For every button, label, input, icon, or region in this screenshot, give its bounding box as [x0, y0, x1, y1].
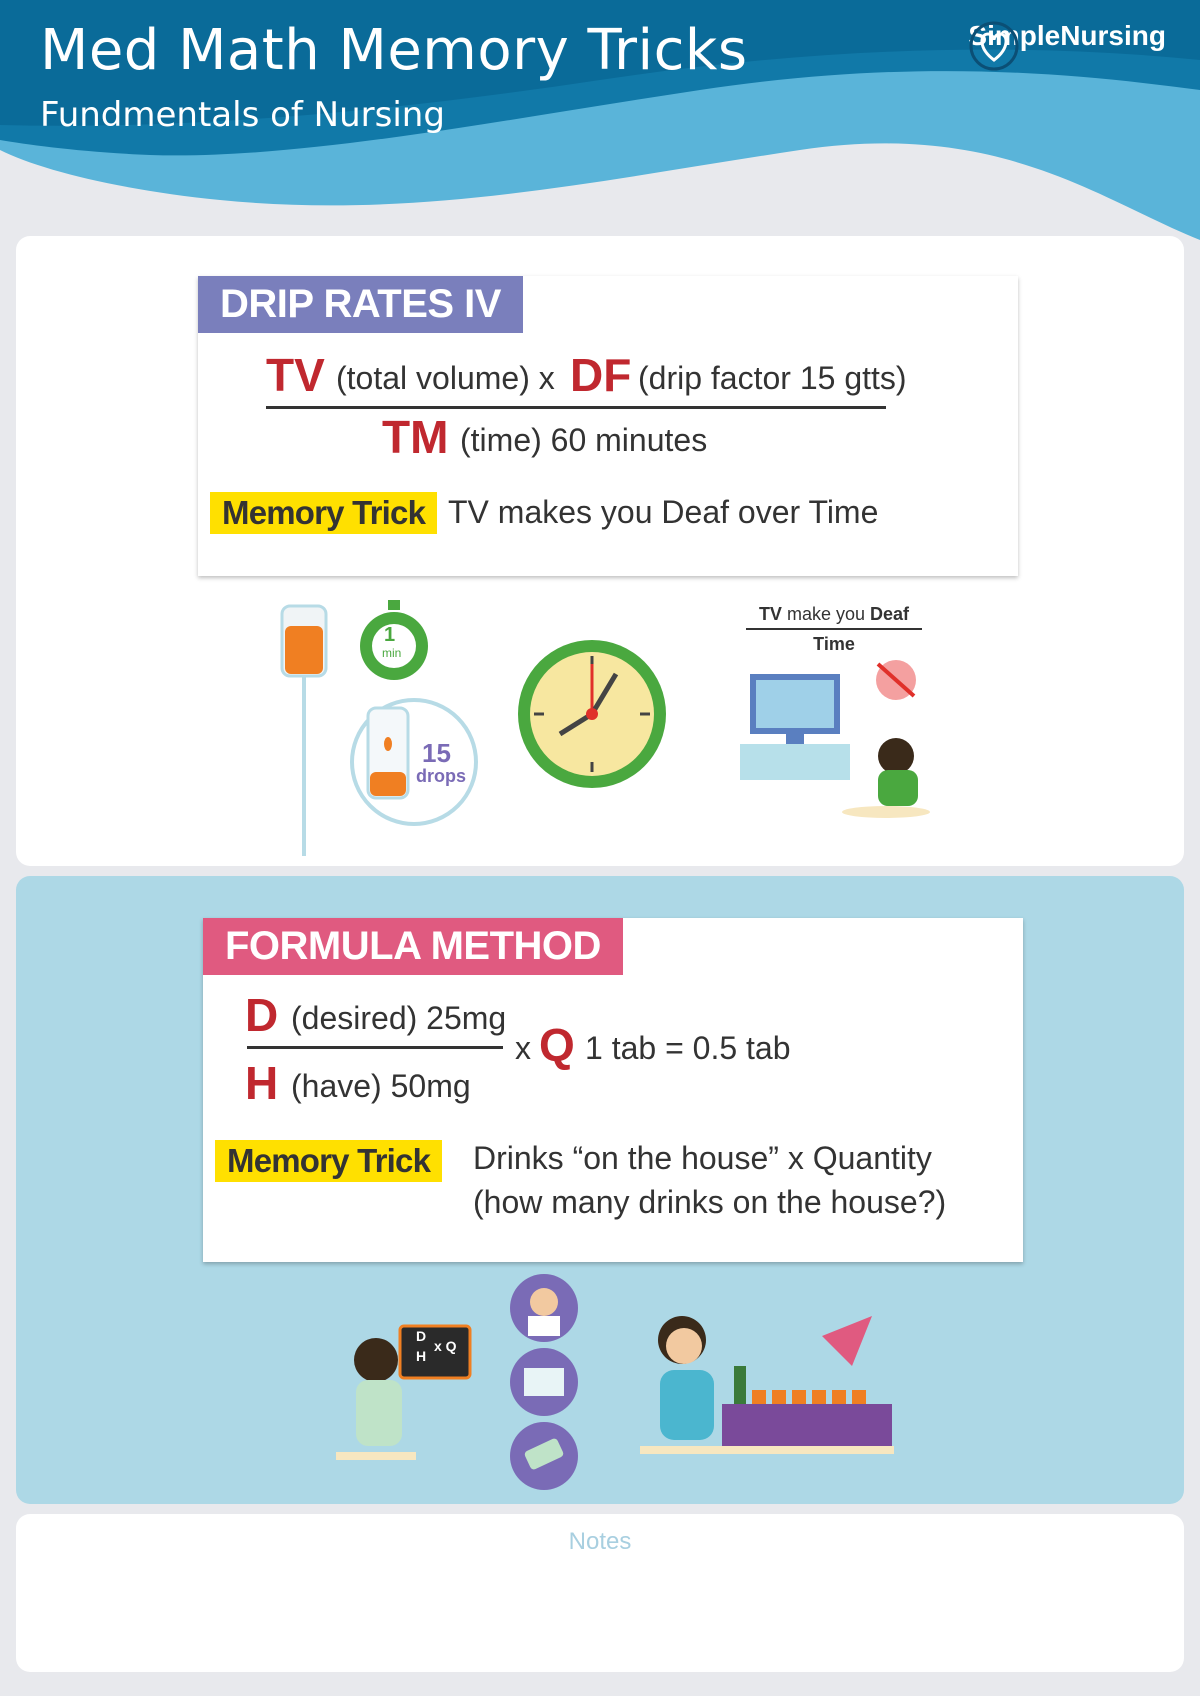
d-text: (desired) 25mg: [291, 1000, 507, 1036]
tv-caption-deaf: Deaf: [870, 604, 910, 624]
formula-method-panel: [16, 876, 1184, 1504]
tm-text: (time) 60 minutes: [460, 422, 708, 458]
formula-method-tag: FORMULA METHOD: [203, 918, 623, 975]
fraction-line: [266, 406, 886, 409]
df-symbol: DF: [570, 349, 632, 401]
brand-name: SimpleNursing: [968, 20, 1166, 51]
drops-number: 15: [422, 738, 451, 768]
tv-caption-line: [746, 628, 922, 630]
timer-number: 1: [384, 624, 396, 646]
drip-rates-panel: [16, 236, 1184, 866]
notes-panel[interactable]: [16, 1514, 1184, 1672]
tv-symbol: TV: [266, 349, 325, 401]
notes-label: Notes: [568, 1528, 632, 1555]
clock-illustration: [512, 634, 672, 794]
tv-caption-time: Time: [813, 634, 855, 654]
page-title: Med Math Memory Tricks: [40, 18, 748, 83]
tv-caption-make: make you: [786, 604, 866, 624]
board-xq: x Q: [434, 1338, 457, 1354]
teacher-illustration: [336, 1316, 516, 1466]
timer-unit: min: [382, 646, 402, 660]
doctor-pharmacy-pills-icon: [506, 1272, 582, 1492]
q-symbol: Q: [539, 1019, 575, 1071]
tv-text: (total volume) x: [336, 360, 555, 396]
df-text: (drip factor 15 gtts): [638, 360, 907, 396]
drip-rates-card: [198, 276, 1018, 576]
clock-icon: [512, 634, 672, 794]
page-subtitle: Fundmentals of Nursing: [40, 95, 445, 135]
stethoscope-heart-icon: [968, 20, 1020, 72]
formula-method-card: [203, 918, 1023, 1262]
bar-party-illustration: [622, 1286, 902, 1456]
formula-trick-line-1: Drinks “on the house” x Quantity: [473, 1140, 932, 1176]
drip-rates-tag: DRIP RATES IV: [198, 276, 523, 333]
medication-circles: [506, 1272, 582, 1492]
brand-logo: [968, 20, 1166, 52]
tm-symbol: TM: [382, 411, 449, 463]
tv-child-icon: [736, 660, 936, 820]
memory-trick-text: TV makes you Deaf over Time: [448, 494, 879, 530]
board-d: D: [416, 1328, 427, 1344]
q-text: 1 tab = 0.5 tab: [585, 1030, 791, 1066]
h-text: (have) 50mg: [291, 1068, 471, 1104]
formula-fraction-line: [247, 1046, 503, 1049]
memory-trick-label: Memory Trick: [210, 492, 437, 534]
d-symbol: D: [245, 989, 279, 1041]
formula-trick-line-2: (how many drinks on the house?): [473, 1184, 947, 1220]
h-symbol: H: [245, 1057, 279, 1109]
header-banner: [0, 0, 1200, 250]
bar-drinks-icon: [622, 1286, 902, 1456]
iv-drip-illustration: [276, 586, 496, 856]
multiply-sign: x: [515, 1030, 531, 1066]
tv-deaf-illustration: [736, 604, 936, 824]
board-h: H: [416, 1348, 427, 1364]
formula-memory-trick-label: Memory Trick: [215, 1140, 442, 1182]
drops-label: drops: [416, 766, 467, 786]
tv-caption-tv: TV: [758, 604, 782, 624]
